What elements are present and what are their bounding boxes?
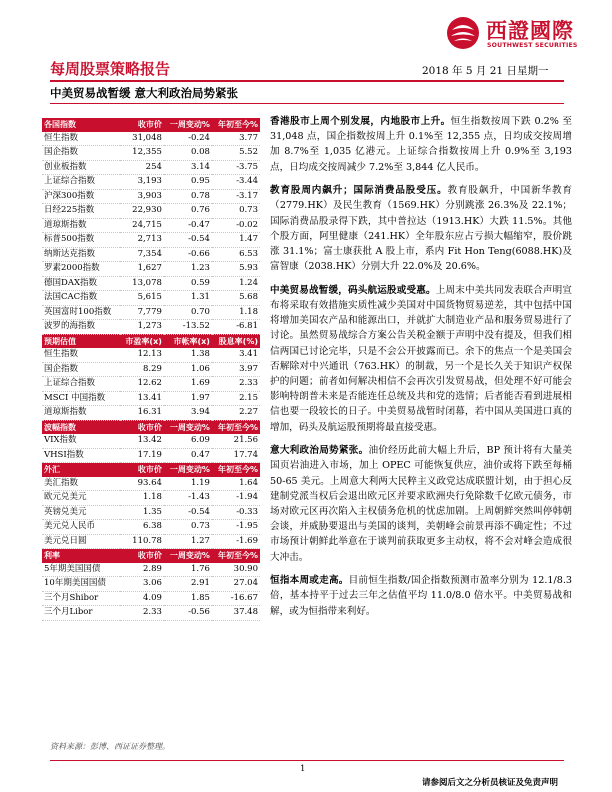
cell-value: -6.81 [212,320,260,335]
cell-value: 13.41 [120,391,164,406]
cell-value: 16.31 [120,406,164,421]
row-label: 美元兑人民币 [42,520,120,535]
cell-value: 5.93 [212,262,260,277]
page-number: 1 [300,764,306,774]
table-row [42,175,260,190]
cell-value: 0.76 [164,204,212,219]
cell-value: 0.78 [164,189,212,204]
cell-value: 3.97 [212,362,260,377]
table-row [42,218,260,233]
cell-value: -13.52 [164,320,212,335]
cell-value: -0.56 [164,606,212,621]
cell-value: -3.75 [212,160,260,175]
column-header: 一周变动% [164,463,212,477]
table-row [42,577,260,592]
table-section-header [42,420,260,434]
column-header: 收市价 [120,118,164,132]
cell-value: 1.18 [212,305,260,320]
table-row [42,505,260,520]
row-label: 日经225指数 [42,204,120,219]
cell-value: 1.24 [212,276,260,291]
row-label: 三个月Libor [42,606,120,621]
cell-value: 5,615 [120,291,164,306]
header-divider [50,80,564,82]
cell-value: 4.09 [120,591,164,606]
row-label: 道琼斯指数 [42,406,120,421]
cell-value: 7,354 [120,247,164,262]
row-label: 美元兑日圆 [42,534,120,549]
row-label: 英镑兑美元 [42,505,120,520]
commentary-paragraph [270,443,572,565]
commentary-paragraph [270,183,572,274]
paragraph-body: 上周末中美共同发表联合声明宣布将采取有效措施实质性减少美国对中国货物贸易逆差，其中包括中国将增加美国农产品和能源出口，并就扩大制造业产品和服务贸易进行了讨论。虽然贸易战综合方案公告关税金额于声明中没有提及，但我们相信两国已讨论完毕，只是不会公开披露而已。余下的焦点一个是美国会否解除对中兴通讯（763.HK）的制裁，另一个是长久关于知识产权保护的问题；前者如何解决相信不会再次引发贸易战，但处理不好可能会影响特朗普未来是否能连任总统及共和党的选情；后者能否看到进展相信也要一段较长的日子。中美贸易战暂时闭幕，若中国从美国进口真的增加，码头及航运股预期将最直接受惠。 [270,284,573,433]
table-row [42,534,260,549]
table-row [42,434,260,448]
brand-logo-icon [446,16,480,50]
table-row [42,276,260,291]
cell-value: 21.56 [212,434,260,448]
paragraph-lead: 中美贸易战暂缓，码头航运股或受惠。 [270,284,436,296]
cell-value: 12,355 [120,146,164,161]
cell-value: 7,779 [120,305,164,320]
row-label: MSCI 中国指数 [42,391,120,406]
cell-value: 6.38 [120,520,164,535]
row-label: 沪深300指数 [42,189,120,204]
column-header: 一周变动% [164,118,212,132]
table-row [42,132,260,146]
table-row [42,348,260,362]
cell-value: 2.27 [212,406,260,421]
cell-value: 30.90 [212,563,260,577]
row-label: 5年期美国国债 [42,563,120,577]
cell-value: 2.89 [120,563,164,577]
column-header: 收市价 [120,420,164,434]
table-row [42,491,260,506]
cell-value: 93.64 [120,477,164,491]
market-data-table [42,118,260,621]
cell-value: 37.48 [212,606,260,621]
cell-value: 0.08 [164,146,212,161]
row-label: 德国DAX指数 [42,276,120,291]
cell-value: -16.67 [212,591,260,606]
paragraph-lead: 意大利政治局势紧张。 [270,445,369,457]
cell-value: -1.94 [212,491,260,506]
row-label: 欧元兑美元 [42,491,120,506]
row-label: 上证综合指数 [42,377,120,392]
row-label: VIX指数 [42,434,120,448]
cell-value: 2,713 [120,233,164,248]
cell-value: 3.77 [212,132,260,146]
row-label: 法国CAC指数 [42,291,120,306]
column-header: 各国指数 [42,118,120,132]
cell-value: 1.19 [164,477,212,491]
cell-value: -1.43 [164,491,212,506]
cell-value: 1.27 [164,534,212,549]
cell-value: 1.38 [164,348,212,362]
cell-value: 22,930 [120,204,164,219]
cell-value: -1.69 [212,534,260,549]
paragraph-body: 目前恒生指数/国企指数预测市盈率分别为 12.1/8.3 倍，基本持平于过去三年之估值平均 11.0/8.0 倍水平。中美贸易战和解，或为恒指带来利好。 [270,575,573,617]
table-row [42,477,260,491]
cell-value: 1.76 [164,563,212,577]
cell-value: 2.91 [164,577,212,592]
table-row [42,204,260,219]
cell-value: 1.35 [120,505,164,520]
subtitle-divider [50,103,564,104]
column-header: 股息率(%) [212,334,260,348]
cell-value: 110.78 [120,534,164,549]
row-label: 纳斯达克指数 [42,247,120,262]
column-header: 一周变动% [164,549,212,563]
cell-value: 5.52 [212,146,260,161]
report-date: 2018 年 5 月 21 日星期一 [422,65,549,77]
cell-value: 13,078 [120,276,164,291]
table-row [42,262,260,277]
table-row [42,591,260,606]
table-row [42,362,260,377]
cell-value: 1.85 [164,591,212,606]
column-header: 收市价 [120,549,164,563]
cell-value: 13.42 [120,434,164,448]
table-row [42,520,260,535]
paragraph-lead: 恒指本周或走高。 [270,575,349,587]
commentary-column [270,114,572,627]
column-header: 外汇 [42,463,120,477]
column-header: 年初至今% [212,118,260,132]
cell-value: 1.06 [164,362,212,377]
table-row [42,377,260,392]
table-section-header [42,549,260,563]
cell-value: 3,903 [120,189,164,204]
row-label: 恒生指数 [42,132,120,146]
cell-value: 3.14 [164,160,212,175]
column-header: 年初至今% [212,463,260,477]
brand-name-cn: 西證國際 [486,19,574,43]
column-header: 预期估值 [42,334,120,348]
cell-value: 1.18 [120,491,164,506]
cell-value: 0.47 [164,448,212,463]
cell-value: 2.15 [212,391,260,406]
row-label: 创业板指数 [42,160,120,175]
cell-value: 1.97 [164,391,212,406]
table-row [42,247,260,262]
report-title: 每周股票策略报告 [50,60,171,78]
cell-value: 3,193 [120,175,164,190]
cell-value: 27.04 [212,577,260,592]
brand-name-en: SOUTHWEST SECURITIES [487,42,578,49]
column-header: 年初至今% [212,420,260,434]
cell-value: 1.64 [212,477,260,491]
cell-value: -3.17 [212,189,260,204]
table-row [42,391,260,406]
paragraph-body: 恒生指数按周下跌 0.2% 至 31,048 点，国企指数按周上升 0.1%至 12,355 点，日均成交按周增加 8.7%至 1,035 亿港元。上证综合指数按周上升 0.9%至 3,193 点，日均成交按周减少 7.2%至 3,844 亿人民币。 [270,116,572,173]
row-label: 罗素2000指数 [42,262,120,277]
brand-logo [446,14,596,56]
cell-value: 8.29 [120,362,164,377]
footer-divider [50,760,564,761]
cell-value: 1,273 [120,320,164,335]
column-header: 市盈率(x) [120,334,164,348]
table-row [42,189,260,204]
cell-value: 12.13 [120,348,164,362]
paragraph-body: 油价经历此前大幅上升后，BP 预计将有大量美国页岩油进入市场，加上 OPEC 可能恢复供应，油价或将下跌至每桶 50-65 美元。上周意大利两大民粹主义政党达成联盟计划，由于担心反建制党派当权后会退出欧元区并要求欧洲央行免除数千亿欧元债务，市场对欧元区再次陷入主权债务危机的忧虑加剧。上周朝鲜突然叫停韩朝会谈，并威胁要退出与美国的谈判，美朝峰会前景再添不确定性；不过市场预计朝鲜此举意在于谈判前获取更多主动权，将不会对峰会造成很大冲击。 [270,445,573,563]
row-label: 10年期美国国债 [42,577,120,592]
column-header: 年初至今% [212,549,260,563]
paragraph-lead: 香港股市上周个别发展，内地股市上升。 [270,116,451,127]
table-row [42,448,260,463]
table-row [42,305,260,320]
cell-value: -0.33 [212,505,260,520]
cell-value: 254 [120,160,164,175]
cell-value: 1.47 [212,233,260,248]
paragraph-body: 教育股飙升，中国新华教育（2779.HK）及民生教育（1569.HK）分别跳涨 26.3%及 22.1%；国际消费品股录得下跌，其中普拉达（1913.HK）大跌 11.5%。其他个股方面，阿里健康（241.HK）全年股东应占亏损大幅缩窄，股价跳涨 31.1%；富士康获批 A 股上市，系内 Fit Hon Teng(6088.HK)及富智康（2038.HK）分别大升 22.0%及 20.6%。 [270,185,573,273]
table-row [42,563,260,577]
cell-value: 5.68 [212,291,260,306]
column-header: 市帐率(x) [164,334,212,348]
row-label: 标普500指数 [42,233,120,248]
table-row [42,160,260,175]
table-source-note: 资料来源：彭博、西证证券整理。 [50,742,170,751]
cell-value: 6.53 [212,247,260,262]
row-label: 国企指数 [42,146,120,161]
column-header: 收市价 [120,463,164,477]
cell-value: -0.66 [164,247,212,262]
cell-value: 1.69 [164,377,212,392]
table-row [42,320,260,335]
cell-value: 0.59 [164,276,212,291]
cell-value: 0.95 [164,175,212,190]
row-label: 波罗的海指数 [42,320,120,335]
row-label: 恒生指数 [42,348,120,362]
cell-value: -0.02 [212,218,260,233]
row-label: 国企指数 [42,362,120,377]
cell-value: -0.54 [164,233,212,248]
cell-value: 1.23 [164,262,212,277]
cell-value: 6.09 [164,434,212,448]
table-row [42,291,260,306]
cell-value: 2.33 [120,606,164,621]
cell-value: 3.94 [164,406,212,421]
table-section-header [42,334,260,348]
table-section-header [42,118,260,132]
cell-value: 0.70 [164,305,212,320]
row-label: 三个月Shibor [42,591,120,606]
cell-value: 1.31 [164,291,212,306]
cell-value: 2.33 [212,377,260,392]
commentary-paragraph [270,114,572,175]
report-subtitle: 中美贸易战暂缓 意大利政治局势紧张 [50,86,239,100]
row-label: VHSI指数 [42,448,120,463]
row-label: 道琼斯指数 [42,218,120,233]
cell-value: 24,715 [120,218,164,233]
column-header: 一周变动% [164,420,212,434]
row-label: 美汇指数 [42,477,120,491]
table-row [42,146,260,161]
cell-value: 1,627 [120,262,164,277]
table-row [42,233,260,248]
commentary-paragraph [270,283,572,435]
cell-value: 0.73 [164,520,212,535]
table-row [42,406,260,421]
footer-disclaimer: 请参阅后文之分析员核证及免责声明 [422,778,559,788]
cell-value: 0.73 [212,204,260,219]
cell-value: 31,048 [120,132,164,146]
column-header: 波幅指数 [42,420,120,434]
table-section-header [42,463,260,477]
column-header: 利率 [42,549,120,563]
row-label: 上证综合指数 [42,175,120,190]
row-label: 英国富时100指数 [42,305,120,320]
paragraph-lead: 教育股周内飙升；国际消费品股受压。 [270,185,448,197]
cell-value: -0.54 [164,505,212,520]
cell-value: -1.95 [212,520,260,535]
cell-value: -0.47 [164,218,212,233]
cell-value: 17.19 [120,448,164,463]
cell-value: -0.24 [164,132,212,146]
cell-value: 3.06 [120,577,164,592]
cell-value: 3.41 [212,348,260,362]
cell-value: 17.74 [212,448,260,463]
commentary-paragraph [270,573,572,619]
cell-value: 12.62 [120,377,164,392]
cell-value: -3.44 [212,175,260,190]
table-row [42,606,260,621]
